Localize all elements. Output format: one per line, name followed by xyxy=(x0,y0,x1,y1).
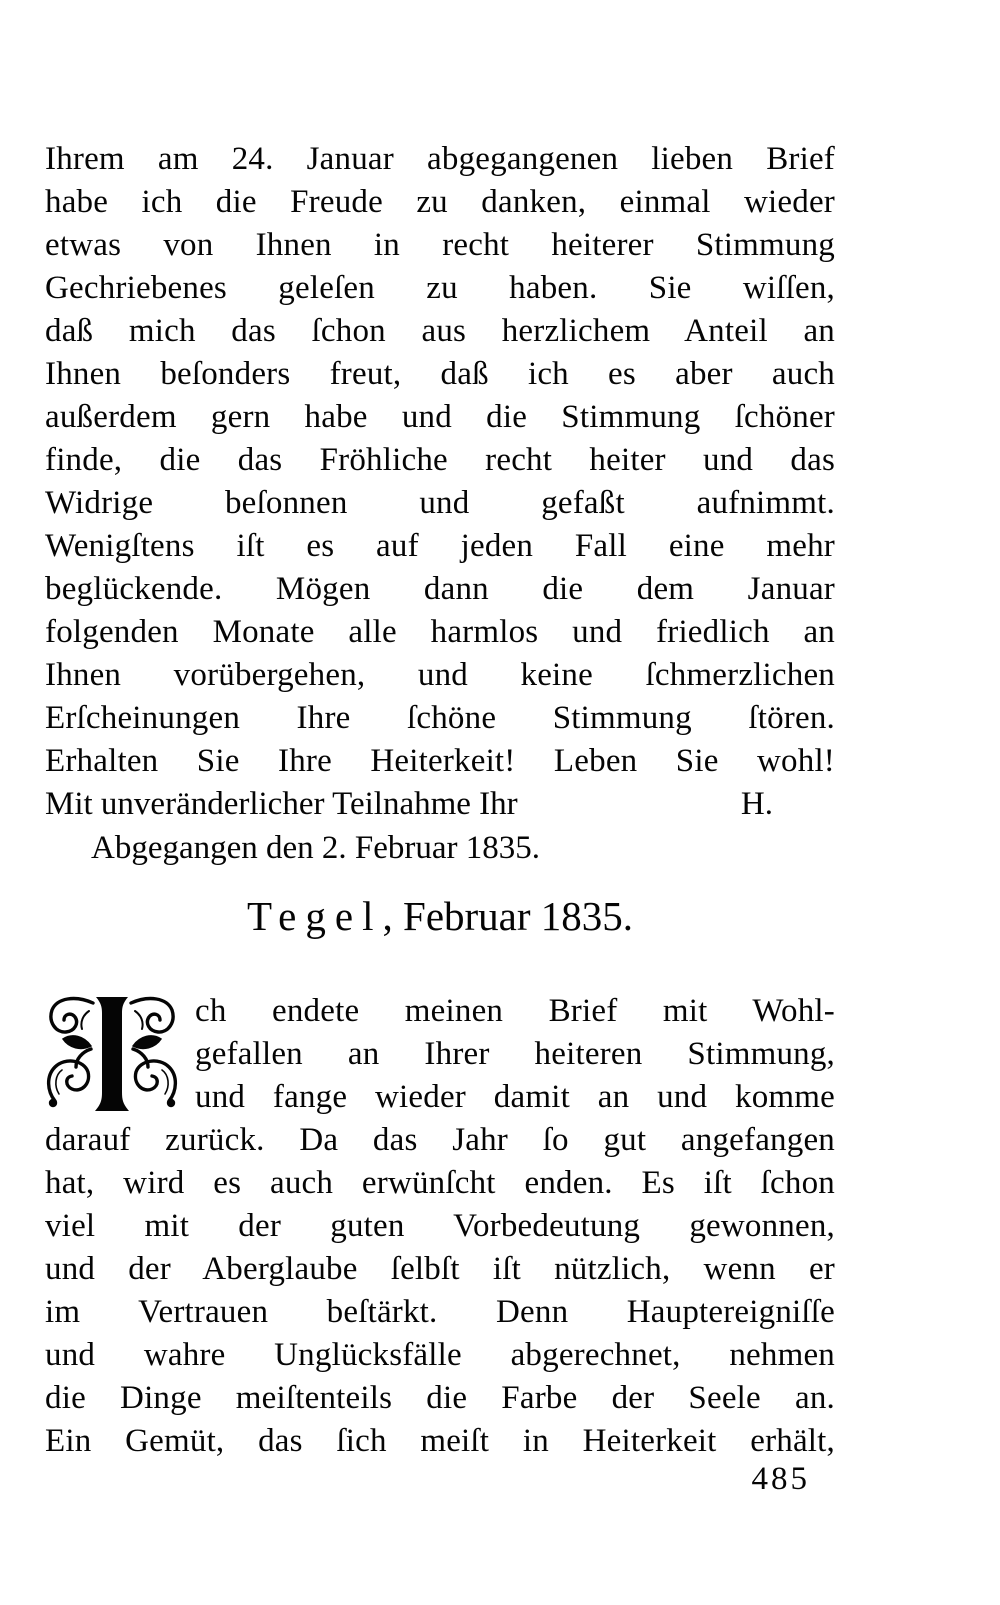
text-line: beglückende. Mögen dann die dem Januar xyxy=(45,571,835,607)
text-line: hat, wird es auch erwünſcht enden. Es iſt ſchon xyxy=(45,1165,835,1201)
text-line: gefallen an Ihrer heiteren Stimmung, xyxy=(195,1036,835,1072)
text-line: Wenigſtens iſt es auf jeden Fall eine mehr xyxy=(45,528,835,564)
text-line: darauf zurück. Da das Jahr ſo gut angefangen xyxy=(45,1122,835,1158)
text-line: Ihnen vorübergehen, und keine ſchmerzlichen xyxy=(45,657,835,693)
text-line: habe ich die Freude zu danken, einmal wieder xyxy=(45,184,835,220)
text-line: Erhalten Sie Ihre Heiterkeit! Leben Sie wohl! xyxy=(45,743,835,779)
text-line: im Vertrauen beſtärkt. Denn Hauptereigniſſe xyxy=(45,1294,835,1330)
letter-opening-paragraph xyxy=(45,990,835,1463)
text-line: außerdem gern habe und die Stimmung ſchöner xyxy=(45,399,835,435)
letter-heading-date: , Februar 1835. xyxy=(382,893,634,939)
ornamental-initial-icon xyxy=(45,995,179,1113)
text-line: daß mich das ſchon aus herzlichem Anteil an xyxy=(45,313,835,349)
text-line: und wahre Unglücksfälle abgerechnet, nehmen xyxy=(45,1337,835,1373)
text-line: Ihrem am 24. Januar abgegangenen lieben Brief xyxy=(45,141,835,177)
text-line: Ein Gemüt, das ſich meiſt in Heiterkeit erhält, xyxy=(45,1423,835,1459)
signature-initial: H. xyxy=(740,786,773,822)
letter-closing-line xyxy=(45,783,835,826)
text-line: folgenden Monate alle harmlos und friedlich an xyxy=(45,614,835,650)
text-line: und fange wieder damit an und komme xyxy=(195,1079,835,1115)
letter-heading xyxy=(45,886,835,946)
text-line: etwas von Ihnen in recht heiterer Stimmung xyxy=(45,227,835,263)
letter-ending-paragraph xyxy=(45,138,835,871)
text-line: und der Aberglaube ſelbſt iſt nützlich, wenn er xyxy=(45,1251,835,1287)
text-line: die Dinge meiſtenteils die Farbe der Seele an. xyxy=(45,1380,835,1416)
page-number: 485 xyxy=(751,1461,810,1497)
text-line: viel mit der guten Vorbedeutung gewonnen, xyxy=(45,1208,835,1244)
text-line: Ihnen beſonders freut, daß ich es aber auch xyxy=(45,356,835,392)
closing-phrase: Mit unveränderlicher Teilnahme Ihr xyxy=(45,786,518,822)
letter-heading-place: Tegel xyxy=(246,893,383,939)
text-line: ch endete meinen Brief mit Wohl- xyxy=(195,993,835,1029)
text-line: finde, die das Fröhliche recht heiter und das xyxy=(45,442,835,478)
text-line: Widrige beſonnen und gefaßt aufnimmt. xyxy=(45,485,835,521)
dispatch-dateline: Abgegangen den 2. Februar 1835. xyxy=(91,830,541,866)
text-line: Gechriebenes geleſen zu haben. Sie wiſſen, xyxy=(45,270,835,306)
text-line: Erſcheinungen Ihre ſchöne Stimmung ſtören. xyxy=(45,700,835,736)
